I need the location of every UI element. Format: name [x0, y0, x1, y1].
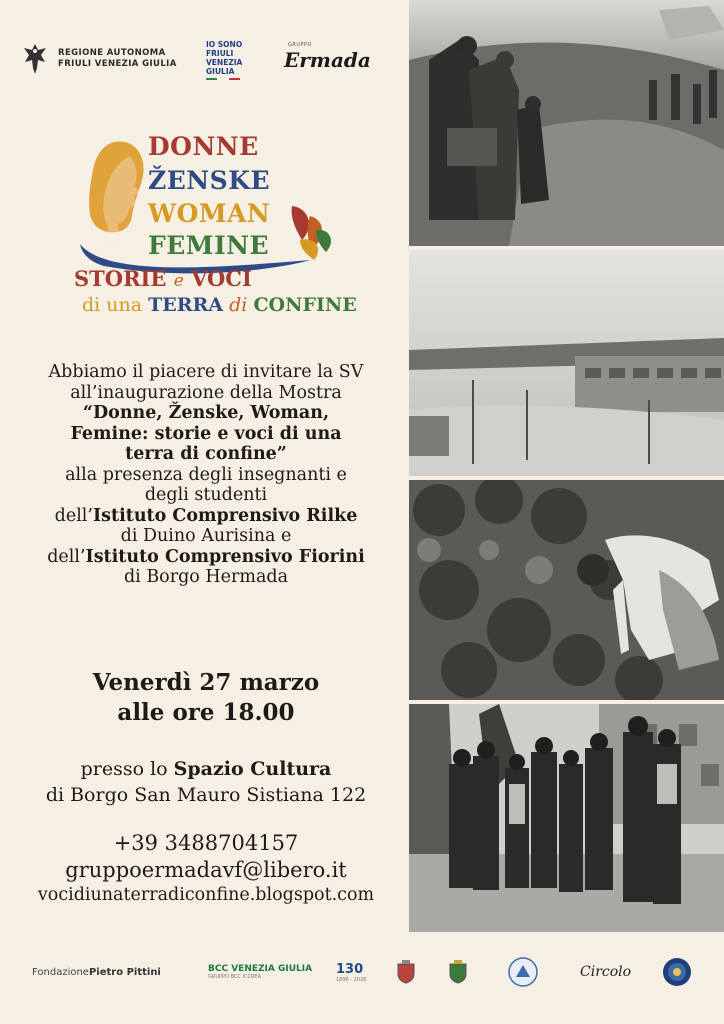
- contact-phone[interactable]: +39 3488704157: [113, 831, 299, 855]
- word-femine: FEMINE: [148, 231, 270, 260]
- iosono-line4: GIULIA: [206, 67, 235, 76]
- pittini-name: Pietro Pittini: [88, 966, 161, 978]
- pittini-prefix: Fondazione: [32, 966, 89, 978]
- venue-prefix: presso lo: [80, 758, 174, 780]
- region-line1: REGIONE AUTONOMA: [58, 48, 166, 58]
- logo-fondazione-pittini: [32, 950, 161, 994]
- sub-di: di: [229, 294, 248, 316]
- flag-stripe: [206, 78, 240, 80]
- event-datetime: [8, 668, 404, 728]
- sub-e: e: [173, 271, 184, 291]
- word-zenske: ŽENSKE: [148, 166, 270, 195]
- invite-line1: Abbiamo il piacere di invitare la SV: [48, 362, 364, 382]
- anniv-number: 130: [336, 961, 364, 977]
- photo-refugees: [409, 0, 724, 246]
- logo-anniversary: [336, 950, 366, 994]
- municipal-crest-2: [448, 950, 468, 994]
- exhibition-title-line1: “Donne, Ženske, Woman,: [82, 403, 330, 423]
- medal-icon: [662, 957, 692, 987]
- school1-line: [8, 506, 404, 527]
- bcc-sub: GRUPPO BCC ICCREA: [208, 974, 261, 980]
- subtitle-terra-confine: [82, 294, 357, 316]
- contact-email[interactable]: gruppoermadavf@libero.it: [65, 858, 347, 882]
- crest-icon: [396, 960, 416, 984]
- iosono-line3: VENEZIA: [206, 58, 243, 67]
- region-line2: FRIULI VENEZIA GIULIA: [58, 59, 177, 69]
- contact-info: [8, 830, 404, 906]
- ermada-name: Ermada: [284, 48, 371, 72]
- invitation-text: [8, 362, 404, 588]
- sub-confine: CONFINE: [253, 294, 357, 316]
- exhibition-logo: [74, 128, 374, 328]
- school1-prefix: dell’: [54, 505, 93, 526]
- photo-building-square: [409, 250, 724, 476]
- exhibition-title-line2: Femine: storie e voci di una: [70, 423, 342, 444]
- municipal-crest-1: [396, 950, 416, 994]
- sub-storie: STORIE: [74, 266, 167, 291]
- word-donne: DONNE: [148, 132, 259, 161]
- eagle-icon: [22, 42, 48, 76]
- logo-bcc: [208, 950, 312, 994]
- emblem-icon: [508, 957, 538, 987]
- medal-logo: [662, 950, 692, 994]
- anniv-years: 1896 - 2026: [336, 976, 367, 983]
- photo-column: [409, 0, 724, 932]
- venue-line: [8, 756, 404, 782]
- school1-location: di Duino Aurisina e: [120, 526, 292, 546]
- ermada-logo: [284, 42, 371, 72]
- iosono-logo: [206, 40, 242, 80]
- sub-di-una: di una: [82, 294, 143, 316]
- region-logo: [22, 42, 177, 76]
- header-logos: [22, 42, 382, 82]
- sub-voci: VOCI: [191, 266, 252, 291]
- contact-website[interactable]: vocidiunaterradiconfine.blogspot.com: [37, 885, 375, 905]
- invite-line2: all’inaugurazione della Mostra: [70, 382, 342, 403]
- iosono-line1: IO SONO: [206, 40, 243, 49]
- event-date: Venerdì 27 marzo: [92, 669, 320, 696]
- subtitle-storie-voci: [74, 266, 252, 291]
- school2-location: di Borgo Hermada: [123, 567, 289, 587]
- school2-prefix: dell’: [47, 546, 86, 567]
- bcc-name: BCC VENEZIA GIULIA: [208, 964, 313, 974]
- exhibition-title-line3: terra di confine”: [125, 444, 287, 464]
- venue-name: Spazio Cultura: [173, 758, 332, 780]
- logo-circolo: Circolo: [580, 964, 632, 980]
- round-emblem-logo: [508, 950, 538, 994]
- invite-line4: degli studenti: [144, 485, 268, 505]
- event-location: [8, 756, 404, 808]
- photo-field-work: [409, 480, 724, 700]
- event-time: alle ore 18.00: [117, 699, 295, 726]
- invite-line3: alla presenza degli insegnanti e: [65, 464, 347, 485]
- venue-address: di Borgo San Mauro Sistiana 122: [45, 784, 367, 806]
- iosono-line2: FRIULI: [206, 49, 234, 58]
- school1-name: Istituto Comprensivo Rilke: [92, 505, 358, 526]
- word-woman: WOMAN: [148, 199, 271, 228]
- crest-icon: [448, 960, 468, 984]
- photo-dancing-couples: [409, 704, 724, 932]
- school2-name: Istituto Comprensivo Fiorini: [85, 546, 365, 567]
- sponsor-footer: [30, 950, 710, 994]
- ermada-small: GRUPPO: [288, 42, 312, 48]
- sub-terra: TERRA: [148, 294, 224, 316]
- school2-line: [8, 547, 404, 568]
